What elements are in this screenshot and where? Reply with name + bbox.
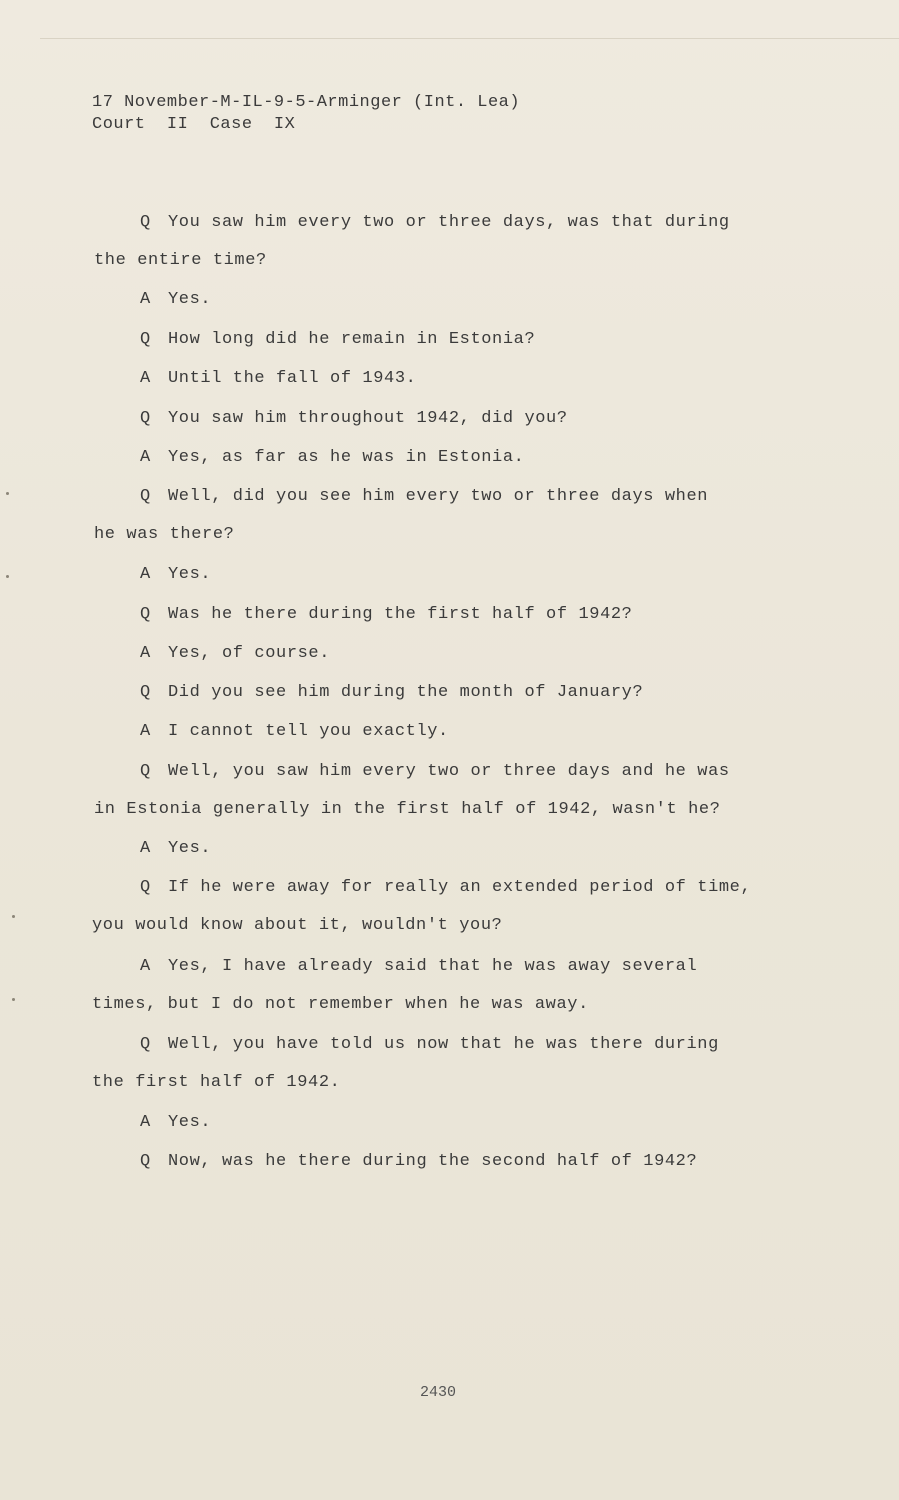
transcript-line (140, 368, 416, 390)
transcript-line (140, 1112, 211, 1134)
line-text: You saw him throughout 1942, did you? (168, 409, 568, 428)
line-text: Yes. (168, 1113, 212, 1132)
speaker-marker: A (140, 1113, 151, 1132)
speaker-marker: Q (140, 409, 151, 428)
speaker-marker: A (140, 369, 151, 388)
speaker-marker: A (140, 839, 151, 858)
line-text: Was he there during the first half of 1942? (168, 605, 633, 624)
transcript-line (92, 1072, 340, 1094)
transcript-line (140, 447, 524, 469)
line-text: the entire time? (94, 251, 267, 270)
speaker-marker: A (140, 644, 151, 663)
line-text: Yes, as far as he was in Estonia. (168, 448, 525, 467)
speaker-marker: Q (140, 605, 151, 624)
page-number: 2430 (420, 1384, 457, 1401)
transcript-line (140, 604, 632, 626)
transcript-line (140, 682, 643, 704)
transcript-line (92, 994, 589, 1016)
transcript-line (140, 721, 449, 743)
line-text: times, but I do not remember when he was away. (92, 995, 589, 1014)
line-text: How long did he remain in Estonia? (168, 330, 536, 349)
header-line-2: Court II Case IX (92, 115, 296, 134)
transcript-line (94, 799, 721, 821)
line-text: Until the fall of 1943. (168, 369, 417, 388)
speaker-marker: Q (140, 487, 151, 506)
speaker-marker: Q (140, 1152, 151, 1171)
speaker-marker: Q (140, 878, 151, 897)
line-text: Well, did you see him every two or three days when (168, 487, 709, 506)
line-text: in Estonia generally in the first half of 1942, wasn't he? (94, 800, 721, 819)
transcript-line (140, 564, 211, 586)
speaker-marker: Q (140, 213, 151, 232)
line-text: Yes, of course. (168, 644, 331, 663)
speaker-marker: Q (140, 330, 151, 349)
page-edge (40, 38, 899, 39)
line-text: You saw him every two or three days, was that during (168, 213, 730, 232)
transcript-line (140, 1034, 719, 1056)
speaker-marker: A (140, 565, 151, 584)
transcript-line (140, 761, 730, 783)
speaker-marker: A (140, 448, 151, 467)
transcript-line (140, 1151, 697, 1173)
line-text: you would know about it, wouldn't you? (92, 916, 503, 935)
line-text: Well, you saw him every two or three days and he was (168, 762, 730, 781)
transcript-line (140, 838, 211, 860)
transcript-line (140, 212, 730, 234)
paper-speck (12, 915, 15, 918)
speaker-marker: Q (140, 1035, 151, 1054)
speaker-marker: Q (140, 762, 151, 781)
paper-speck (12, 998, 15, 1001)
line-text: If he were away for really an extended period of time, (168, 878, 752, 897)
header-line-1: 17 November-M-IL-9-5-Arminger (Int. Lea) (92, 93, 521, 112)
line-text: Yes. (168, 839, 212, 858)
transcript-line (140, 329, 535, 351)
line-text: Yes. (168, 290, 212, 309)
transcript-line (140, 956, 697, 978)
line-text: Yes, I have already said that he was away several (168, 957, 698, 976)
speaker-marker: A (140, 722, 151, 741)
paper-speck (6, 492, 9, 495)
line-text: Well, you have told us now that he was there during (168, 1035, 719, 1054)
document-header (92, 92, 520, 136)
line-text: the first half of 1942. (92, 1073, 341, 1092)
transcript-line (94, 524, 234, 546)
paper-speck (6, 575, 9, 578)
transcript-line (94, 250, 267, 272)
line-text: Yes. (168, 565, 212, 584)
transcript-line (140, 408, 568, 430)
transcript-line (140, 289, 211, 311)
transcript-line (140, 643, 330, 665)
line-text: Did you see him during the month of January? (168, 683, 644, 702)
transcript-line (140, 877, 751, 899)
line-text: he was there? (94, 525, 235, 544)
speaker-marker: A (140, 957, 151, 976)
transcript-line (140, 486, 708, 508)
line-text: I cannot tell you exactly. (168, 722, 449, 741)
speaker-marker: Q (140, 683, 151, 702)
speaker-marker: A (140, 290, 151, 309)
transcript-line (92, 915, 502, 937)
line-text: Now, was he there during the second half of 1942? (168, 1152, 698, 1171)
